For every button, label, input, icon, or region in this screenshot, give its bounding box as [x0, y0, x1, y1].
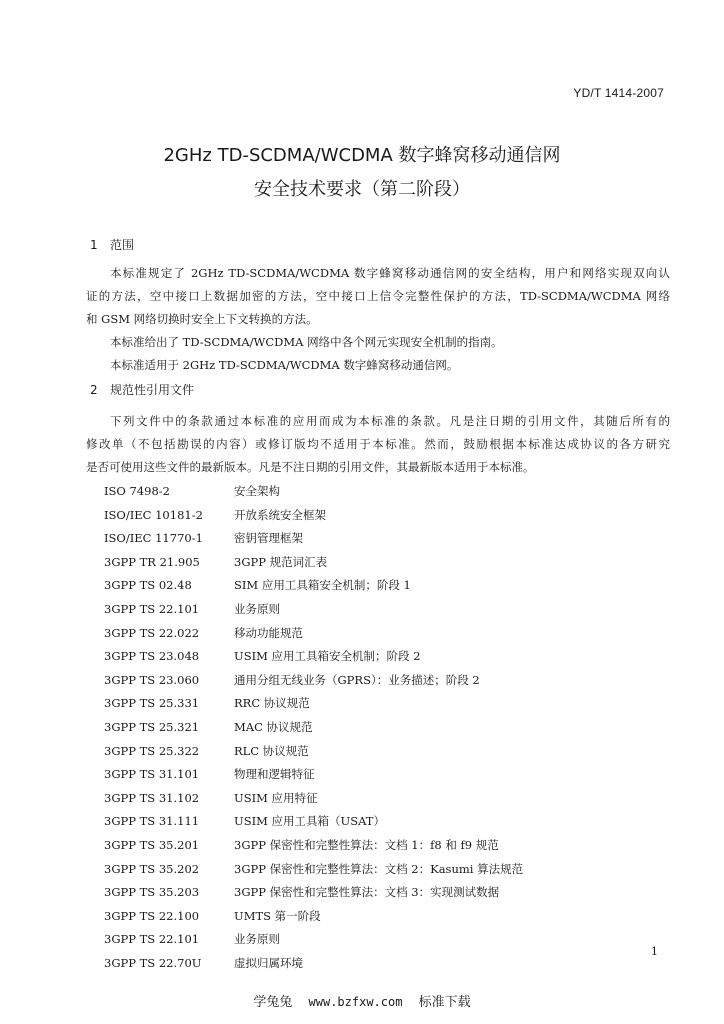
reference-title: 3GPP 保密性和完整性算法：文档 1：f8 和 f9 规范 [234, 837, 499, 852]
document-title-line-1: 2GHz TD-SCDMA/WCDMA 数字蜂窝移动通信网 [163, 145, 561, 166]
reference-title: 物理和逻辑特征 [234, 767, 315, 782]
reference-row [104, 504, 523, 528]
reference-title: SIM 应用工具箱安全机制；阶段 1 [234, 578, 411, 593]
reference-title: 安全架构 [234, 484, 280, 498]
reference-row [104, 952, 523, 976]
reference-row [104, 881, 523, 905]
reference-id: 3GPP TS 22.101 [104, 601, 200, 616]
paragraph: 本标准给出了 TD-SCDMA/WCDMA 网络中各个网元实现安全机制的指南。 [110, 335, 503, 349]
reference-id: 3GPP TR 21.905 [104, 554, 200, 569]
reference-id: 3GPP TS 22.101 [104, 932, 200, 947]
section-2-heading [90, 381, 194, 398]
reference-id: 3GPP TS 35.202 [104, 861, 200, 876]
footer-site-name: 学兔兔 [253, 995, 293, 1010]
reference-title: 虚拟归属环境 [234, 955, 303, 970]
reference-id: 3GPP TS 23.048 [104, 649, 200, 664]
footer-url[interactable]: www.bzfxw.com [308, 995, 403, 1009]
footer-watermark [0, 991, 724, 1010]
document-title-line-2: 安全技术要求（第二阶段） [254, 179, 470, 200]
document-number: YD/T 1414-2007 [573, 86, 664, 100]
reference-row [104, 669, 523, 693]
section-2-title: 规范性引用文件 [110, 383, 195, 397]
reference-title: USIM 应用工具箱（USAT） [234, 814, 385, 829]
section-1-number: 1 [90, 238, 98, 252]
reference-row [104, 551, 523, 575]
reference-title: 业务原则 [234, 932, 280, 947]
reference-row [104, 716, 523, 740]
reference-id: 3GPP TS 31.102 [104, 790, 200, 805]
reference-id: 3GPP TS 23.060 [104, 672, 200, 687]
section-1-title: 范围 [110, 238, 135, 252]
section-2-number: 2 [90, 383, 98, 397]
paragraph-line: 本标准规定了 2GHz TD-SCDMA/WCDMA 数字蜂窝移动通信网的安全结构，用户和网络实现双向认 [110, 266, 670, 280]
reference-row [104, 810, 523, 834]
reference-id: ISO/IEC 10181-2 [104, 507, 203, 522]
reference-id: ISO/IEC 11770-1 [104, 531, 203, 546]
reference-id: ISO 7498-2 [104, 484, 170, 498]
paragraph-line: 下列文件中的条款通过本标准的应用而成为本标准的条款。凡是注日期的引用文件，其随后所有的 [110, 414, 670, 428]
reference-id: 3GPP TS 25.331 [104, 696, 200, 711]
reference-title: 3GPP 保密性和完整性算法：文档 2：Kasumi 算法规范 [234, 861, 524, 876]
paragraph-line: 和 GSM 网络切换时安全上下文转换的方法。 [86, 312, 318, 326]
reference-row [104, 574, 523, 598]
reference-list [104, 480, 523, 975]
reference-title: 开放系统安全框架 [234, 507, 326, 522]
reference-id: 3GPP TS 25.321 [104, 719, 200, 734]
paragraph: 本标准适用于 2GHz TD-SCDMA/WCDMA 数字蜂窝移动通信网。 [110, 358, 459, 372]
section-1-body [86, 262, 670, 377]
reference-id: 3GPP TS 22.70U [104, 955, 202, 970]
reference-row [104, 527, 523, 551]
footer-tagline: 标准下载 [418, 995, 471, 1010]
reference-title: 3GPP 保密性和完整性算法：文档 3：实现测试数据 [234, 885, 500, 900]
reference-row [104, 622, 523, 646]
reference-row [104, 905, 523, 929]
reference-id: 3GPP TS 22.022 [104, 625, 200, 640]
paragraph-line: 证的方法，空中接口上数据加密的方法，空中接口上信令完整性保护的方法，TD-SCDMA/WCDMA 网络 [86, 289, 670, 303]
reference-title: UMTS 第一阶段 [234, 908, 321, 923]
reference-row [104, 858, 523, 882]
reference-row [104, 645, 523, 669]
reference-row [104, 787, 523, 811]
reference-title: 业务原则 [234, 601, 280, 616]
reference-row [104, 763, 523, 787]
reference-row [104, 480, 523, 504]
reference-id: 3GPP TS 02.48 [104, 578, 192, 593]
reference-row [104, 692, 523, 716]
paragraph-line: 是否可使用这些文件的最新版本。凡是不注日期的引用文件，其最新版本适用于本标准。 [86, 460, 535, 474]
reference-title: 3GPP 规范词汇表 [234, 554, 328, 569]
reference-title: MAC 协议规范 [234, 719, 313, 734]
reference-id: 3GPP TS 35.201 [104, 837, 200, 852]
reference-title: USIM 应用工具箱安全机制；阶段 2 [234, 649, 421, 664]
reference-id: 3GPP TS 22.100 [104, 908, 200, 923]
paragraph-line: 修改单（不包括勘误的内容）或修订版均不适用于本标准。然而，鼓励根据本标准达成协议的各方研究 [86, 437, 670, 451]
reference-title: RLC 协议规范 [234, 743, 309, 758]
reference-row [104, 740, 523, 764]
section-2-body [86, 410, 670, 479]
reference-row [104, 598, 523, 622]
page-number: 1 [651, 945, 658, 958]
reference-id: 3GPP TS 31.101 [104, 767, 200, 782]
reference-title: RRC 协议规范 [234, 696, 310, 711]
section-1-heading [90, 236, 134, 253]
reference-row [104, 928, 523, 952]
reference-id: 3GPP TS 35.203 [104, 885, 200, 900]
reference-row [104, 834, 523, 858]
reference-title: 移动功能规范 [234, 625, 303, 640]
reference-id: 3GPP TS 31.111 [104, 814, 200, 829]
reference-id: 3GPP TS 25.322 [104, 743, 200, 758]
reference-title: USIM 应用特征 [234, 790, 318, 805]
reference-title: 密钥管理框架 [234, 531, 303, 546]
reference-title: 通用分组无线业务（GPRS）：业务描述；阶段 2 [234, 672, 480, 687]
